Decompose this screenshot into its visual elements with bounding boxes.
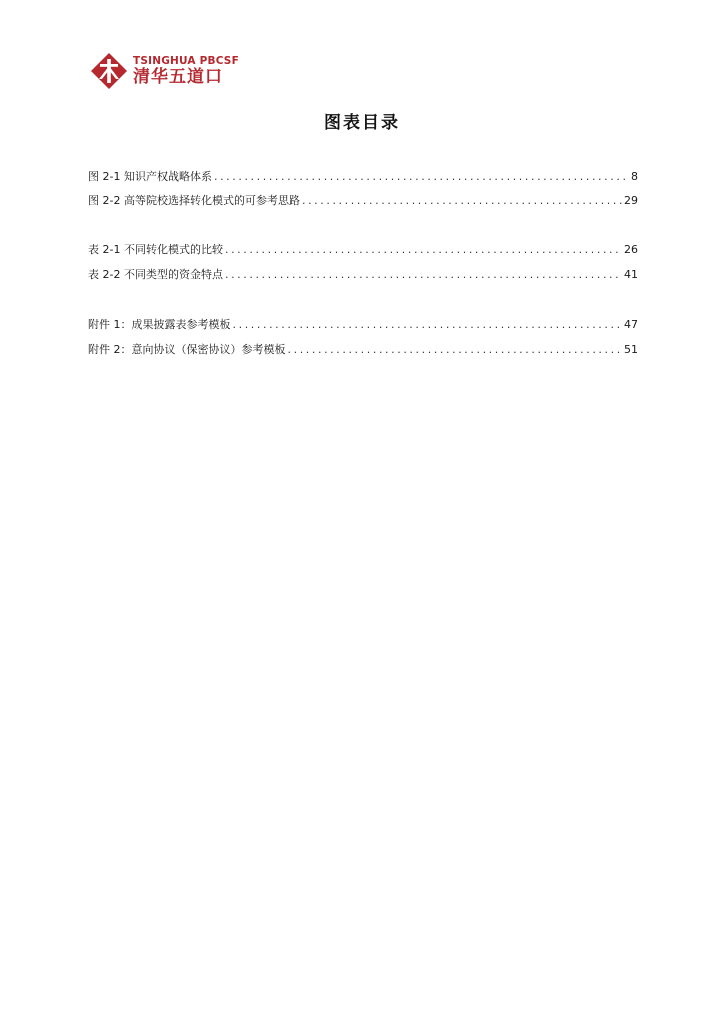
toc-entry-page-number: 51 [624, 343, 638, 356]
toc-entry-label: 表 2-2 不同类型的资金特点 [88, 268, 223, 281]
toc-entry-page-number: 8 [631, 170, 638, 183]
toc-entry-page-number: 41 [624, 268, 638, 281]
toc-entry-page-number: 47 [624, 318, 638, 331]
toc-leader-dots [225, 242, 622, 258]
tsinghua-pbcsf-emblem-icon [90, 52, 128, 90]
toc-entry-appendix-1[interactable] [88, 317, 638, 333]
toc-entry-label: 表 2-1 不同转化模式的比较 [88, 243, 223, 256]
logo-chinese-text: 清华五道口 [133, 67, 223, 87]
toc-entry-appendix-2[interactable] [88, 342, 638, 358]
toc-entry-label: 附件 1：成果披露表参考模板 [88, 318, 231, 331]
toc-entry-page-number: 26 [624, 243, 638, 256]
toc-leader-dots [225, 267, 622, 283]
page-title: 图表目录 [324, 113, 400, 133]
toc-entry-label: 图 2-2 高等院校选择转化模式的可参考思路 [88, 194, 300, 207]
toc-leader-dots [233, 317, 623, 333]
toc-entry-label: 图 2-1 知识产权战略体系 [88, 170, 212, 183]
toc-leader-dots [302, 193, 622, 209]
toc-entry-figure-2-2[interactable] [88, 193, 638, 209]
logo [90, 52, 239, 90]
toc-entry-figure-2-1[interactable] [88, 169, 638, 185]
logo-english-text: TSINGHUA PBCSF [133, 55, 239, 67]
toc-entry-page-number: 29 [624, 194, 638, 207]
toc-entry-table-2-1[interactable] [88, 242, 638, 258]
toc-entry-label: 附件 2：意向协议（保密协议）参考模板 [88, 343, 286, 356]
toc-leader-dots [288, 342, 623, 358]
toc-leader-dots [214, 169, 629, 185]
toc-entry-table-2-2[interactable] [88, 267, 638, 283]
